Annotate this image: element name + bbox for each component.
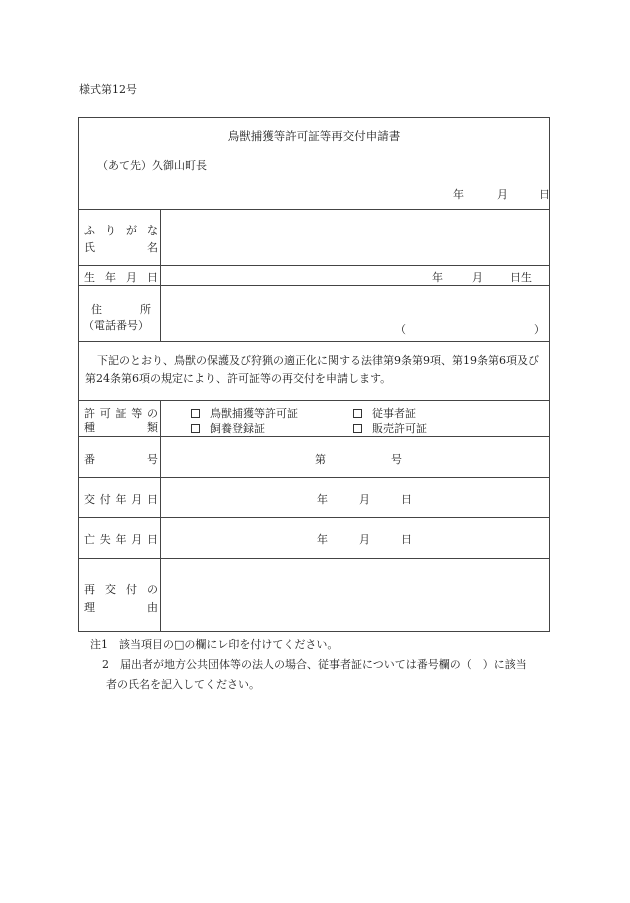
name-label: 氏 名 — [84, 241, 158, 254]
notes — [90, 635, 527, 695]
checkbox[interactable] — [191, 424, 200, 433]
reason-label: 再 交 付 の — [84, 583, 158, 596]
option-worker-certificate[interactable]: 従事者証 — [353, 405, 416, 421]
reason-field[interactable] — [161, 559, 549, 631]
furigana-label: ふ り が な — [84, 224, 158, 237]
checkbox[interactable] — [191, 409, 200, 418]
form-title: 鳥獣捕獲等許可証等再交付申請書 — [227, 129, 401, 143]
statement-text: 下記のとおり、鳥獣の保護及び狩猟の適正化に関する法律第9条第9項、第19条第6項及び第24条第6項の規定により、許可証等の再交付を申請します。 — [85, 354, 539, 385]
birth-date-field[interactable]: 年 月 日生 — [432, 271, 532, 284]
divider — [79, 265, 549, 266]
divider — [79, 341, 549, 342]
address-label: 住 所 — [91, 303, 151, 316]
note-2-continued: 者の氏名を記入してください。 — [106, 678, 260, 691]
phone-label: （電話番号） — [83, 319, 149, 332]
loss-date-field[interactable]: 年 月 日 — [317, 533, 412, 546]
option-sales-permit[interactable]: 販売許可証 — [353, 420, 427, 436]
address-field[interactable] — [161, 286, 549, 320]
checkbox[interactable] — [353, 409, 362, 418]
loss-date-label: 亡 失 年 月 日 — [84, 533, 158, 546]
divider — [79, 517, 549, 518]
name-field[interactable] — [161, 210, 549, 264]
note-2: 2 届出者が地方公共団体等の法人の場合、従事者証については番号欄の（ ）に該当 — [102, 658, 527, 671]
option-hunting-permit[interactable]: 鳥獣捕獲等許可証 — [191, 405, 298, 421]
note-1: 注1 該当項目の□の欄にレ印を付けてください。 — [90, 638, 339, 651]
divider — [79, 436, 549, 437]
issue-date-label: 交 付 年 月 日 — [84, 493, 158, 506]
permit-type-label-2: 種 類 — [84, 421, 158, 434]
divider — [79, 400, 549, 401]
form-number: 様式第12号 — [79, 83, 137, 96]
application-form — [78, 117, 550, 632]
addressee: （あて先）久御山町長 — [97, 159, 207, 172]
issue-date-field[interactable]: 年 月 日 — [317, 493, 412, 506]
reason-label-2: 理 由 — [84, 601, 158, 614]
option-breeding-registration[interactable]: 飼養登録証 — [191, 420, 265, 436]
application-date[interactable]: 年 月 日 — [453, 188, 550, 201]
permit-type-label: 許 可 証 等 の — [84, 407, 158, 420]
phone-field[interactable]: （ ） — [395, 323, 545, 336]
birth-date-label: 生 年 月 日 — [84, 271, 158, 284]
divider — [79, 477, 549, 478]
number-label: 番 号 — [84, 453, 158, 466]
checkbox[interactable] — [353, 424, 362, 433]
number-field[interactable]: 第 号 — [315, 453, 402, 466]
